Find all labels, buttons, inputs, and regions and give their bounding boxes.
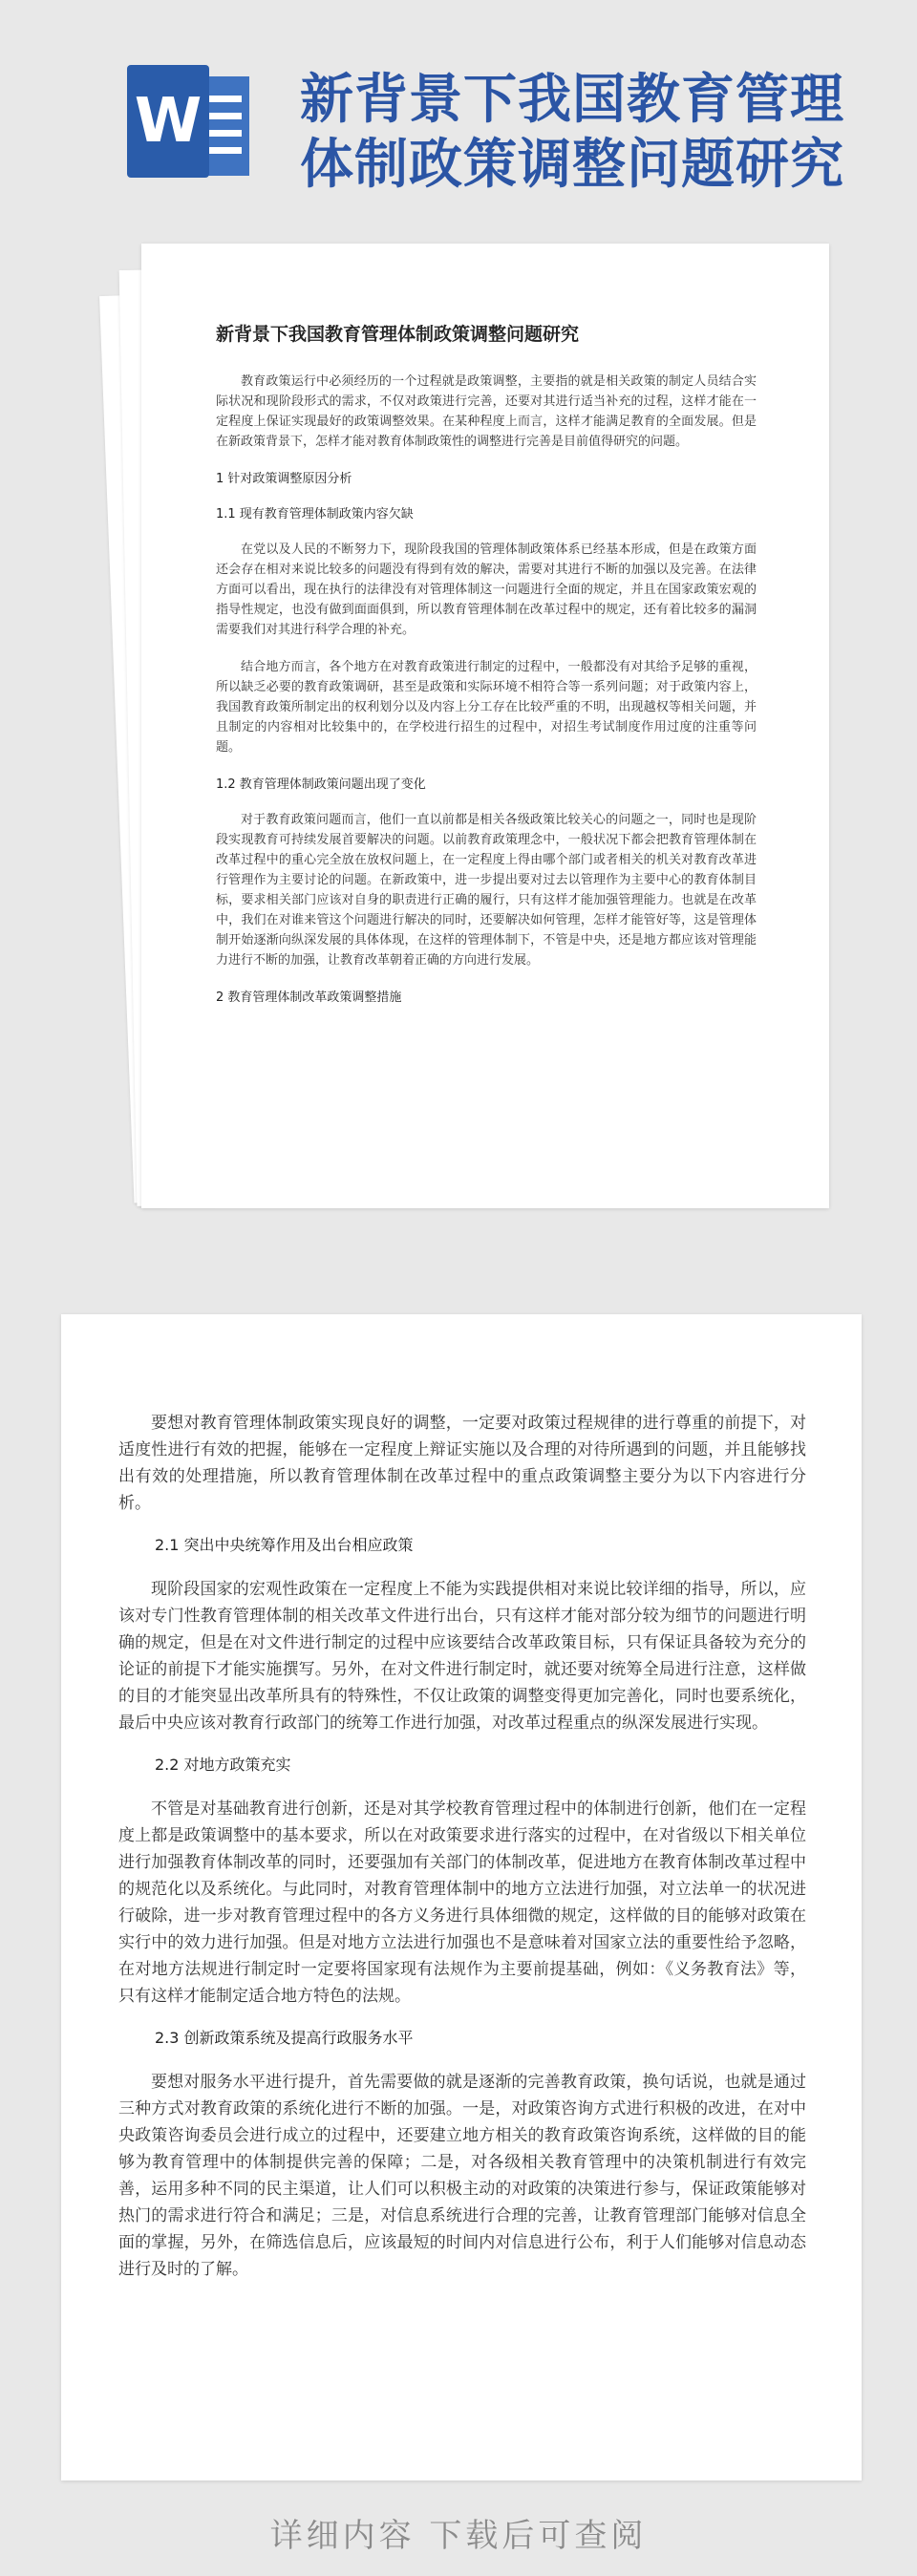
paragraph: 教育政策运行中必须经历的一个过程就是政策调整，主要指的就是相关政策的制定人员结合实际状况和现阶段形式的需求，不仅对政策进行完善，还要对其进行适当补充的过程，这样才能在一定程度上保证实现最好的政策调整效果。在某种程度上而言，这样才能满足教育的全面发展。但是在新政策背景下，怎样才能对教育体制政策性的调整进行完善是目前值得研究的问题。 [216,374,757,449]
page-2-content [118,1410,806,2298]
subsection-heading: 2.2 对地方政策充实 [155,1756,291,1774]
page-1-content [216,322,757,1023]
subsection-heading: 1.1 现有教育管理体制政策内容欠缺 [216,507,414,522]
banner-title [300,67,911,197]
subsection-heading: 1.2 教育管理体制政策问题出现了变化 [216,777,426,792]
word-document-icon [127,65,251,178]
section-heading: 1 针对政策调整原因分析 [216,472,352,486]
paragraph: 要想对教育管理体制政策实现良好的调整，一定要对政策过程规律的进行尊重的前提下，对适度性进行有效的把握，能够在一定程度上辩证实施以及合理的对待所遇到的问题，并且能够找出有效的处理措施，所以教育管理体制在改革过程中的重点政策调整主要分为以下内容进行分析。 [118,1414,806,1513]
paragraph: 不管是对基础教育进行创新，还是对其学校教育管理过程中的体制进行创新，他们在一定程度上都是政策调整中的基本要求，所以在对政策要求进行落实的过程中，在对省级以下相关单位进行加强教育体制改革的同时，还要强加有关部门的体制改革，促进地方在教育体制改革过程中的规范化以及系统化。与此同时，对教育管理体制中的地方立法进行加强，对立法单一的状况进行破除，进一步对教育管理过程中的各方义务进行具体细微的规定，这样做的目的能够对政策在实行中的效力进行加强。但是对地方立法进行加强也不是意味着对国家立法的重要性给予忽略，在对地方法规进行制定时一定要将国家现有法规作为主要前提基础，例如：《义务教育法》等，只有这样才能制定适合地方特色的法规。 [118,1799,806,2006]
subsection-heading: 2.1 突出中央统筹作用及出台相应政策 [155,1536,414,1554]
paragraph: 对于教育政策问题而言，他们一直以前都是相关各级政策比较关心的问题之一，同时也是现阶段实现教育可持续发展首要解决的问题。以前教育政策理念中，一般状况下都会把教育管理体制在改革过程中的重心完全放在放权问题上，在一定程度上得由哪个部门或者相关的机关对教育改革进行管理作为主要讨论的问题。在新政策中，进一步提出要对过去以管理作为主要中心的教育体制目标，要求相关部门应该对自身的职责进行正确的履行，只有这样才能加强管理能力。也就是在改革中，我们在对谁来管这个问题进行解决的同时，还要解决如何管理，怎样才能管好等，这是管理体制开始逐渐向纵深发展的具体体现，在这样的管理体制下，不管是中央，还是地方都应该对管理能力进行不断的加强，让教育改革朝着正确的方向进行发展。 [216,813,757,968]
paragraph: 在党以及人民的不断努力下，现阶段我国的管理体制政策体系已经基本形成，但是在政策方面还会存在相对来说比较多的问题没有得到有效的解决，需要对其进行不断的加强以及完善。在法律方面可以看出，现在执行的法律没有对管理体制这一问题进行全面的规定，并且在国家政策宏观的指导性规定，也没有做到面面俱到，所以教育管理体制在改革过程中的规定，还有着比较多的漏洞需要我们对其进行科学合理的补充。 [216,543,757,637]
banner-title-line1: 新背景下我国教育管理 [300,68,844,131]
paragraph: 要想对服务水平进行提升，首先需要做的就是逐渐的完善教育政策，换句话说，也就是通过三种方式对教育政策的系统化进行不断的加强。一是，对政策咨询方式进行积极的改进，在对中央政策咨询委员会进行成立的过程中，还要建立地方相关的教育政策咨询系统，这样做的目的能够为教育管理中的体制提供完善的保障；二是，对各级相关教育管理中的决策机制进行有效完善，运用多种不同的民主渠道，让人们可以积极主动的对政策的决策进行参与，保证政策能够对热门的需求进行符合和满足；三是，对信息系统进行合理的完善，让教育管理部门能够对信息全面的掌握，另外，在筛选信息后，应该最短的时间内对信息进行公布，利于人们能够对信息动态进行及时的了解。 [118,2073,806,2279]
header [0,0,917,205]
download-hint: 详细内容 下载后可查阅 [269,2517,648,2555]
subsection-heading: 2.3 创新政策系统及提高行政服务水平 [155,2029,414,2047]
banner-title-line2: 体制政策调整问题研究 [300,133,844,196]
section-heading: 2 教育管理体制改革政策调整措施 [216,990,402,1005]
document-page-1 [141,244,829,1208]
word-icon-letter: W [127,65,209,178]
paragraph: 现阶段国家的宏观性政策在一定程度上不能为实践提供相对来说比较详细的指导，所以，应该对专门性教育管理体制的相关改革文件进行出台，只有这样才能对部分较为细节的问题进行明确的规定，但是在对文件进行制定的过程中应该要结合改革政策目标，只有保证具备较为充分的论证的前提下才能实施撰写。另外，在对文件进行制定时，就还要对统筹全局进行注意，这样做的目的才能突显出改革所具有的特殊性，不仅让政策的调整变得更加完善化，同时也要系统化，最后中央应该对教育行政部门的统筹工作进行加强，对改革过程重点的纵深发展进行实现。 [118,1580,806,1733]
document-page-2 [61,1314,862,2480]
document-title: 新背景下我国教育管理体制政策调整问题研究 [216,324,580,345]
paragraph: 结合地方而言，各个地方在对教育政策进行制定的过程中，一般都没有对其给予足够的重视，所以缺乏必要的教育政策调研，甚至是政策和实际环境不相符合等一系列问题；对于政策内容上，我国教育政策所制定出的权利划分以及内容上分工存在比较严重的不明，出现越权等相关问题，并且制定的内容相对比较集中的，在学校进行招生的过程中，对招生考试制度作用过度的注重等问题。 [216,660,757,755]
